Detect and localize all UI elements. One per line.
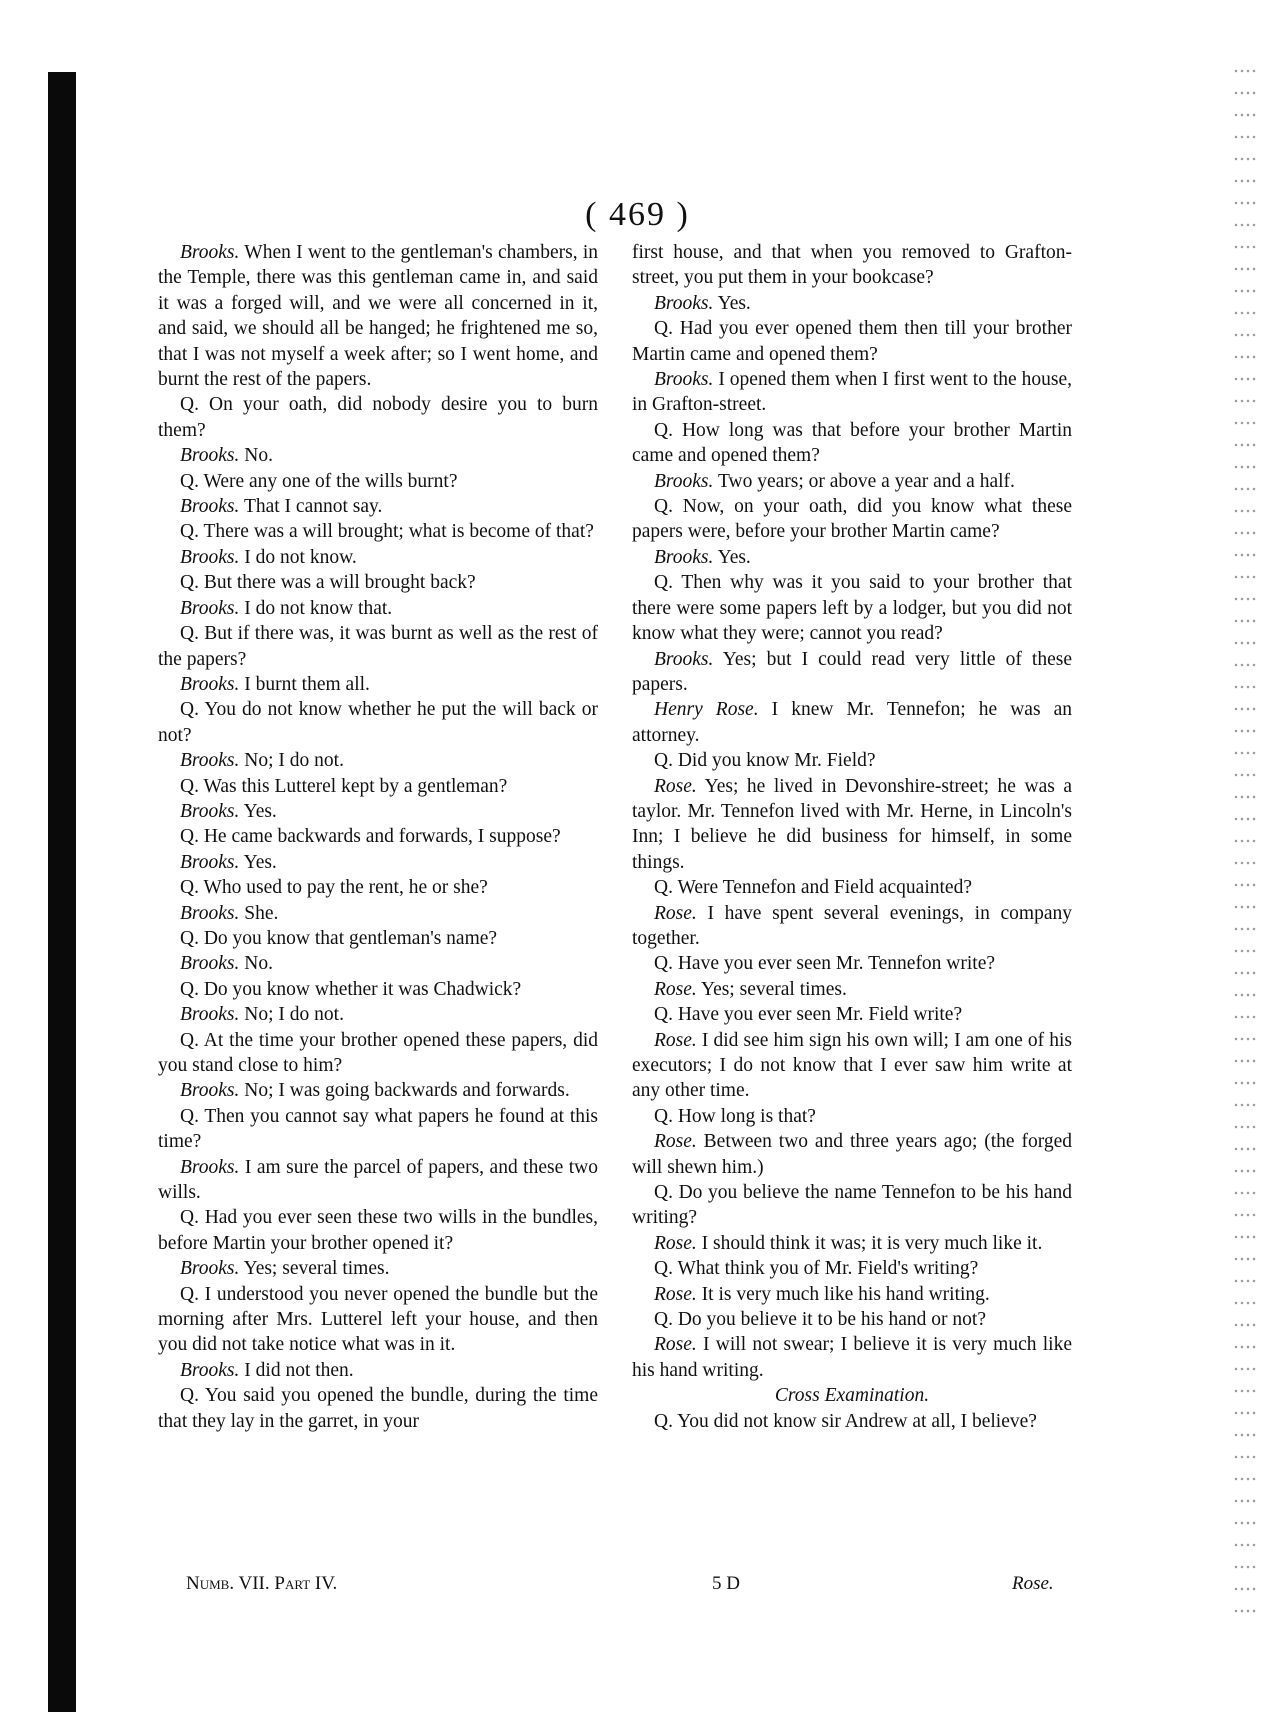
speaker-name: Rose. — [654, 1029, 697, 1051]
paragraph-text: Q. How long is that? — [654, 1105, 816, 1127]
paragraph-text: Q. Do you know that gentleman's name? — [180, 927, 498, 949]
paragraph-text: Q. You said you opened the bundle, during the time that they lay in the garret, in your — [158, 1385, 598, 1432]
paragraph-text: Yes; he lived in Devonshire-street; he was a taylor. Mr. Tennefon lived with Mr. Herne, in Lincoln's Inn; I believe he did business for himself, in some things. — [632, 775, 1072, 873]
paragraph-text: I opened them when I first went to the house, in Grafton-street. — [632, 369, 1073, 416]
paragraph-text: Q. Who used to pay the rent, he or she? — [180, 877, 488, 899]
paragraph-text: Q. Was this Lutterel kept by a gentleman? — [180, 775, 508, 797]
left-column — [158, 240, 598, 1434]
testimony-paragraph — [158, 774, 598, 799]
paragraph-text: I have spent several evenings, in company together. — [632, 902, 1072, 949]
paragraph-text: I did see him sign his own will; I am one of his executors; I do not know that I ever saw him write at any other time. — [632, 1029, 1073, 1102]
testimony-paragraph — [632, 901, 1072, 952]
paragraph-text: I did not then. — [244, 1359, 354, 1381]
paragraph-text: Q. Had you ever opened them then till your brother Martin came and opened them? — [632, 318, 1072, 365]
testimony-paragraph — [632, 545, 1072, 570]
testimony-paragraph — [158, 1383, 598, 1434]
paragraph-text: That I cannot say. — [243, 496, 383, 518]
speaker-name: Brooks. — [180, 1258, 240, 1280]
speaker-name: Brooks. — [654, 470, 714, 492]
testimony-paragraph — [158, 1078, 598, 1103]
testimony-paragraph — [158, 977, 598, 1002]
paragraph-text: No. — [244, 445, 273, 467]
testimony-paragraph — [632, 494, 1072, 545]
testimony-paragraph — [632, 1231, 1072, 1256]
speaker-name: Rose. — [654, 902, 697, 924]
testimony-paragraph — [632, 240, 1072, 291]
section-heading — [632, 1383, 1072, 1408]
paragraph-text: Q. Then you cannot say what papers he found at this time? — [158, 1105, 598, 1153]
speaker-name: Henry Rose. — [654, 699, 759, 721]
testimony-paragraph — [632, 1282, 1072, 1307]
testimony-paragraph — [632, 774, 1072, 876]
right-column — [632, 240, 1072, 1434]
paragraph-text: No; I was going backwards and forwards. — [244, 1080, 570, 1102]
speaker-name: Brooks. — [180, 673, 240, 695]
paragraph-text: Q. Were Tennefon and Field acquainted? — [654, 877, 972, 899]
speaker-name: Rose. — [654, 1283, 697, 1305]
paragraph-text: Q. Do you believe it to be his hand or not? — [654, 1309, 986, 1331]
testimony-paragraph — [632, 1028, 1072, 1104]
speaker-name: Brooks. — [180, 750, 240, 772]
testimony-paragraph — [632, 875, 1072, 900]
testimony-paragraph — [158, 570, 598, 595]
paragraph-text: I knew Mr. Tennefon; he was an attorney. — [632, 699, 1073, 746]
paragraph-text: No. — [244, 953, 273, 975]
speaker-name: Brooks. — [180, 242, 240, 263]
heading-text: Cross Examination. — [774, 1385, 930, 1407]
testimony-paragraph — [632, 1256, 1072, 1281]
speaker-name: Brooks. — [654, 546, 714, 568]
testimony-paragraph — [158, 901, 598, 926]
testimony-paragraph — [632, 418, 1072, 469]
footer-signature: 5 D — [712, 1573, 740, 1594]
paragraph-text: first house, and that when you removed to Grafton-street, you put them in your bookcase? — [632, 242, 1072, 289]
testimony-paragraph — [158, 1282, 598, 1358]
testimony-paragraph — [632, 1332, 1072, 1383]
speaker-name: Brooks. — [180, 1004, 240, 1026]
testimony-paragraph — [632, 1409, 1072, 1434]
paragraph-text: Q. Then why was it you said to your brother that there were some papers left by a lodger, but you did not know what they were; cannot you read? — [632, 572, 1072, 645]
paragraph-text: Q. What think you of Mr. Field's writing? — [654, 1258, 979, 1280]
book-spine-shadow — [48, 72, 76, 1712]
testimony-paragraph — [158, 240, 598, 392]
paragraph-text: Q. Now, on your oath, did you know what these papers were, before your brother Martin came? — [632, 496, 1072, 543]
paragraph-text: Q. But there was a will brought back? — [180, 572, 476, 594]
testimony-paragraph — [158, 697, 598, 748]
testimony-paragraph — [158, 926, 598, 951]
speaker-name: Brooks. — [180, 1156, 240, 1178]
paragraph-text: Q. Do you believe the name Tennefon to be his hand writing? — [632, 1182, 1072, 1229]
paragraph-text: I am sure the parcel of papers, and these two wills. — [158, 1156, 598, 1204]
paragraph-text: Yes; but I could read very little of these papers. — [632, 648, 1072, 695]
paragraph-text: Two years; or above a year and a half. — [717, 470, 1015, 492]
speaker-name: Brooks. — [180, 800, 240, 822]
testimony-paragraph — [632, 1002, 1072, 1027]
speaker-name: Brooks. — [654, 648, 714, 670]
paragraph-text: Yes; several times. — [700, 978, 847, 1000]
speaker-name: Rose. — [654, 1232, 697, 1254]
testimony-paragraph — [158, 1002, 598, 1027]
testimony-paragraph — [632, 316, 1072, 367]
paragraph-text: She. — [244, 902, 279, 924]
paragraph-text: I burnt them all. — [244, 673, 370, 695]
paragraph-text: Q. At the time your brother opened these papers, did you stand close to him? — [158, 1029, 598, 1076]
paragraph-text: Q. He came backwards and forwards, I suppose? — [180, 826, 561, 848]
speaker-name: Brooks. — [180, 597, 240, 619]
paragraph-text: No; I do not. — [244, 750, 344, 772]
testimony-paragraph — [158, 1104, 598, 1155]
speaker-name: Brooks. — [180, 851, 240, 873]
paragraph-text: Q. Had you ever seen these two wills in the bundles, before Martin your brother opened it? — [158, 1207, 598, 1254]
testimony-paragraph — [158, 1205, 598, 1256]
speaker-name: Rose. — [654, 775, 697, 797]
paragraph-text: When I went to the gentleman's chambers, in the Temple, there was this gentleman came in, and said it was a forged will, and we were all concerned in it, and said, we should all be hanged; he frightened me so, that I was not myself a week after; so I went home, and burnt the rest of the papers. — [158, 242, 598, 391]
testimony-paragraph — [632, 1104, 1072, 1129]
footer-number-part: Numb. VII. Part IV. — [186, 1573, 338, 1594]
testimony-paragraph — [158, 824, 598, 849]
speaker-name: Brooks. — [180, 902, 240, 924]
testimony-paragraph — [158, 951, 598, 976]
testimony-paragraph — [158, 392, 598, 443]
testimony-paragraph — [158, 469, 598, 494]
testimony-paragraph — [632, 951, 1072, 976]
testimony-paragraph — [158, 1256, 598, 1281]
page-number: ( 469 ) — [585, 196, 690, 233]
paragraph-text: It is very much like his hand writing. — [701, 1283, 990, 1305]
testimony-paragraph — [632, 647, 1072, 698]
paragraph-text: Q. You do not know whether he put the will back or not? — [158, 699, 598, 746]
paragraph-text: I do not know that. — [244, 597, 393, 619]
paragraph-text: Q. I understood you never opened the bundle but the morning after Mrs. Lutterel left your house, and then you did not take notice what was in it. — [158, 1283, 598, 1356]
footer-catchword: Rose. — [1012, 1573, 1054, 1594]
paragraph-text: Q. Were any one of the wills burnt? — [180, 470, 458, 492]
testimony-paragraph — [158, 799, 598, 824]
testimony-paragraph — [158, 494, 598, 519]
testimony-paragraph — [158, 1358, 598, 1383]
speaker-name: Brooks. — [180, 1080, 240, 1102]
paragraph-text: No; I do not. — [244, 1004, 344, 1026]
testimony-paragraph — [632, 1129, 1072, 1180]
paragraph-text: Yes. — [717, 292, 751, 314]
testimony-paragraph — [632, 469, 1072, 494]
paragraph-text: Q. Do you know whether it was Chadwick? — [180, 978, 522, 1000]
testimony-paragraph — [158, 519, 598, 544]
testimony-paragraph — [158, 672, 598, 697]
testimony-paragraph — [158, 1155, 598, 1206]
testimony-paragraph — [158, 545, 598, 570]
speaker-name: Brooks. — [180, 546, 240, 568]
speaker-name: Brooks. — [180, 953, 240, 975]
paragraph-text: Yes. — [243, 800, 277, 822]
testimony-paragraph — [632, 367, 1072, 418]
page-edge-specks — [1233, 60, 1257, 1620]
testimony-paragraph — [632, 1180, 1072, 1231]
speaker-name: Rose. — [654, 1334, 697, 1356]
paragraph-text: I should think it was; it is very much like it. — [701, 1232, 1043, 1254]
paragraph-text: Between two and three years ago; (the forged will shewn him.) — [632, 1131, 1073, 1178]
paragraph-text: Yes. — [243, 851, 277, 873]
speaker-name: Rose. — [654, 1131, 697, 1153]
testimony-paragraph — [158, 875, 598, 900]
testimony-paragraph — [632, 291, 1072, 316]
testimony-paragraph — [632, 697, 1072, 748]
speaker-name: Brooks. — [180, 445, 240, 467]
speaker-name: Rose. — [654, 978, 697, 1000]
paragraph-text: Yes; several times. — [243, 1258, 390, 1280]
testimony-paragraph — [158, 850, 598, 875]
paragraph-text: Q. There was a will brought; what is become of that? — [180, 521, 594, 543]
paragraph-text: Q. Have you ever seen Mr. Field write? — [654, 1004, 963, 1026]
testimony-paragraph — [632, 977, 1072, 1002]
paragraph-text: I do not know. — [244, 546, 357, 568]
speaker-name: Brooks. — [654, 369, 714, 391]
testimony-paragraph — [158, 621, 598, 672]
paragraph-text: I will not swear; I believe it is very much like his hand writing. — [632, 1334, 1072, 1381]
paragraph-text: Q. On your oath, did nobody desire you to burn them? — [158, 394, 598, 441]
paragraph-text: Yes. — [717, 546, 751, 568]
speaker-name: Brooks. — [180, 496, 240, 518]
testimony-paragraph — [632, 1307, 1072, 1332]
testimony-paragraph — [158, 596, 598, 621]
paragraph-text: Q. Did you know Mr. Field? — [654, 750, 876, 772]
speaker-name: Brooks. — [654, 292, 714, 314]
paragraph-text: Q. But if there was, it was burnt as well as the rest of the papers? — [158, 623, 598, 670]
paragraph-text: Q. How long was that before your brother Martin came and opened them? — [632, 419, 1072, 467]
testimony-paragraph — [158, 1028, 598, 1079]
testimony-paragraph — [158, 748, 598, 773]
testimony-paragraph — [158, 443, 598, 468]
testimony-paragraph — [632, 748, 1072, 773]
paragraph-text: Q. You did not know sir Andrew at all, I believe? — [654, 1410, 1037, 1432]
speaker-name: Brooks. — [180, 1359, 240, 1381]
testimony-paragraph — [632, 570, 1072, 646]
paragraph-text: Q. Have you ever seen Mr. Tennefon write? — [654, 953, 996, 975]
